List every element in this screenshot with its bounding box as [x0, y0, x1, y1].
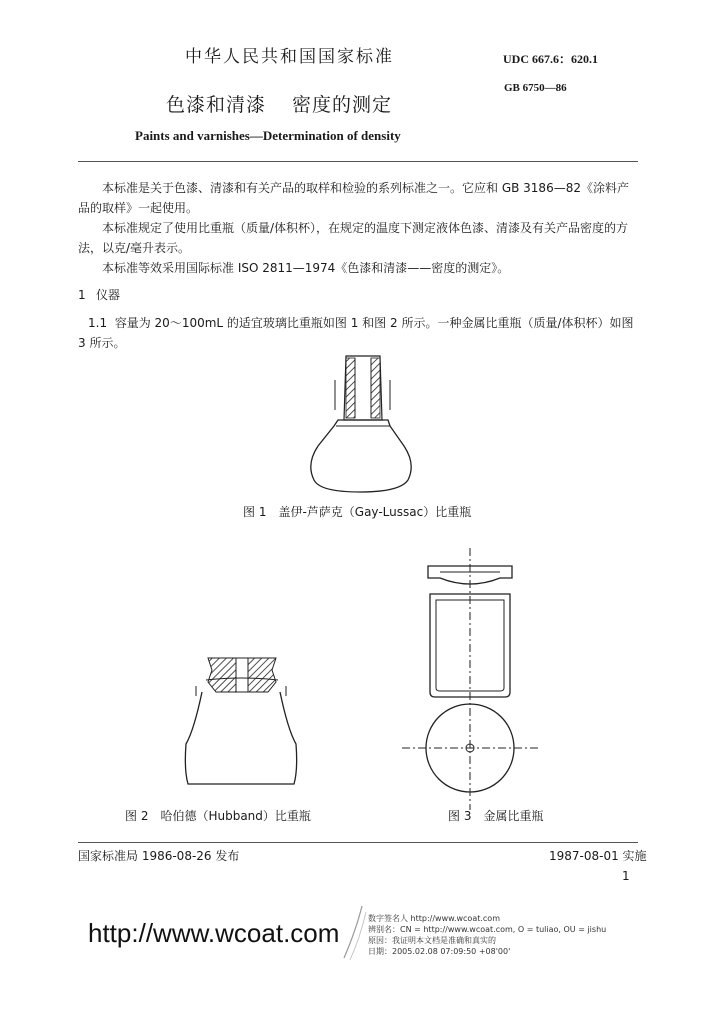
english-title: Paints and varnishes—Determination of density — [135, 128, 401, 143]
clause-text: 容量为 20～100mL 的适宜玻璃比重瓶如图 1 和图 2 所示。一种金属比重瓶（质量/体积杯）如图 3 所示。 — [78, 316, 634, 350]
title-part-1: 色漆和清漆 — [166, 94, 267, 116]
clause-number: 1.1 — [88, 316, 108, 330]
watermark-url[interactable]: http://www.wcoat.com — [88, 918, 340, 948]
issue-date: 国家标准局 1986-08-26 发布 — [78, 849, 240, 863]
paragraph-2: 本标准规定了使用比重瓶（质量/体积杯），在规定的温度下测定液体色漆、清漆及有关产品密度的方法，以克/毫升表示。 — [78, 221, 629, 255]
section-title: 仪器 — [96, 288, 121, 302]
figure-2-caption: 图 2 哈伯德（Hubband）比重瓶 — [125, 809, 311, 823]
signature-line-4: 日期：2005.02.08 07:09:50 +08'00' — [368, 947, 511, 956]
section-number: 1 — [78, 288, 86, 302]
signature-line-1: 数字签名人 http://www.wcoat.com — [368, 914, 500, 923]
figure-1-caption: 图 1 盖伊-芦萨克（Gay-Lussac）比重瓶 — [243, 505, 472, 519]
gb-number: GB 6750—86 — [504, 82, 567, 94]
paragraph-1: 本标准是关于色漆、清漆和有关产品的取样和检验的系列标准之一。它应和 GB 3186—82《涂料产品的取样》一起使用。 — [78, 181, 629, 215]
paragraph-3: 本标准等效采用国际标准 ISO 2811—1974《色漆和清漆——密度的测定》。 — [102, 261, 510, 275]
effective-date: 1987-08-01 实施 — [549, 849, 647, 863]
national-standard-heading: 中华人民共和国国家标准 — [185, 47, 394, 67]
udc-code: UDC 667.6：620.1 — [503, 52, 598, 66]
title-part-2: 密度的测定 — [292, 94, 393, 116]
page-number: 1 — [622, 869, 630, 883]
signature-line-2: 辨别名：CN = http://www.wcoat.com, O = tuliao, OU = jishu — [368, 925, 607, 934]
figure-3-caption: 图 3 金属比重瓶 — [448, 809, 544, 823]
signature-line-3: 原因：我证明本文档是准确和真实的 — [368, 936, 496, 945]
